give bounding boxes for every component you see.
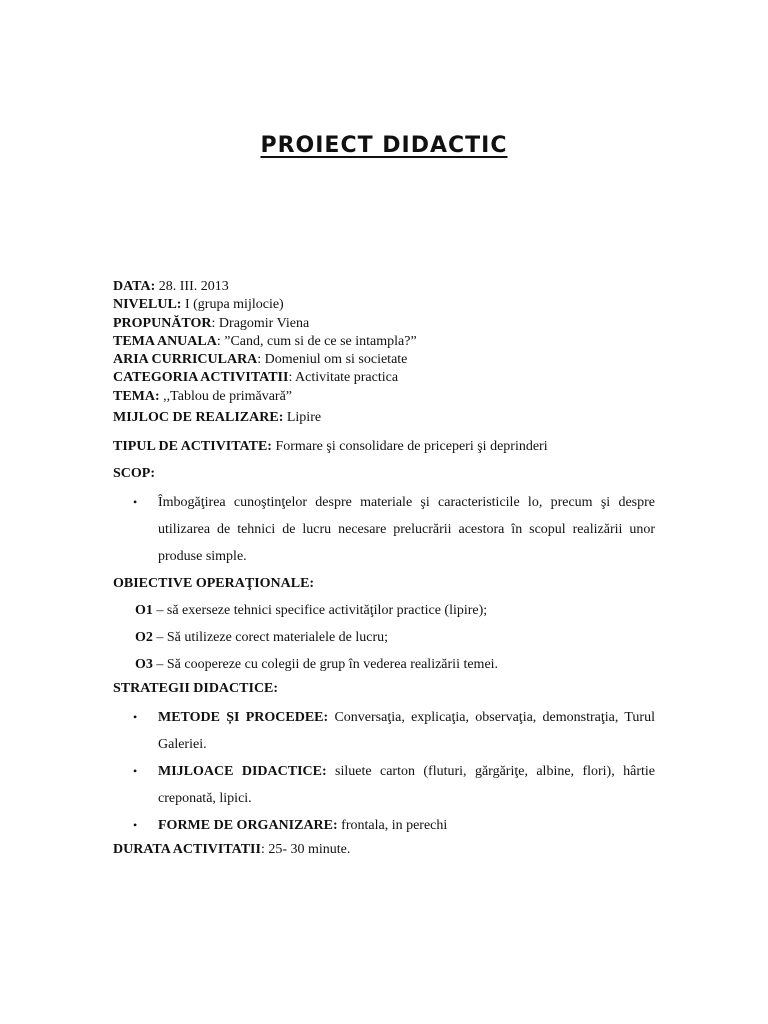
list-item — [113, 758, 655, 812]
strategie-label: METODE ȘI PROCEDEE: — [158, 710, 329, 725]
tipul-label: TIPUL DE ACTIVITATE: — [113, 439, 272, 454]
strategie-text: frontala, in perechi — [337, 818, 448, 833]
info-data-value: 28. III. 2013 — [155, 279, 229, 294]
objective-o3 — [113, 651, 655, 678]
mijloc-section — [113, 409, 655, 427]
objective-o1 — [113, 597, 655, 624]
list-item — [113, 812, 655, 839]
info-tema-anuala — [113, 333, 655, 351]
info-propunator-label: PROPUNĂTOR — [113, 315, 212, 331]
list-item — [113, 704, 655, 758]
objective-code: O2 — [135, 630, 153, 645]
info-tema-anuala-value: : ”Cand, cum si de ce se intampla?” — [216, 333, 417, 349]
bullet-icon: • — [133, 495, 138, 509]
strategie-text: Conversaţia, explicaţia, observaţia, demonstraţia, Turul Galeriei. — [158, 710, 655, 752]
tipul-section — [113, 438, 655, 456]
scop-item-text: Îmbogăţirea cunoştinţelor despre materiale şi caracteristicile lo, precum şi despre utilizarea de tehnici de lucru necesare prelucrării acestora în scopul realizării unor produse simple. — [158, 495, 655, 564]
info-categoria-label: CATEGORIA ACTIVITATII — [113, 370, 289, 386]
objective-text: – Să utilizeze corect materialele de lucru; — [152, 630, 389, 645]
info-aria-value: : Domeniul om si societate — [257, 352, 408, 368]
info-tema-label: TEMA: — [113, 388, 160, 404]
info-propunator-value: : Dragomir Viena — [211, 315, 310, 331]
tipul-value: Formare şi consolidare de priceperi şi deprinderi — [271, 439, 548, 454]
list-item — [113, 489, 655, 570]
mijloc-label: MIJLOC DE REALIZARE: — [113, 410, 284, 425]
obiective-heading: OBIECTIVE OPERAŢIONALE: — [113, 576, 315, 591]
strategie-label: MIJLOACE DIDACTICE: — [158, 764, 327, 779]
mijloc-value: Lipire — [283, 410, 322, 425]
info-block — [113, 278, 655, 406]
info-categoria — [113, 369, 655, 387]
info-propunator — [113, 315, 655, 333]
bullet-icon: • — [133, 710, 138, 724]
scop-list — [113, 489, 655, 570]
durata-label: DURATA ACTIVITATII — [113, 842, 261, 857]
strategie-label: FORME DE ORGANIZARE: — [158, 818, 338, 833]
info-data-label: DATA: — [113, 279, 156, 294]
info-tema — [113, 388, 655, 406]
objective-code: O3 — [135, 657, 153, 672]
info-aria-label: ARIA CURRICULARA — [113, 352, 258, 368]
objective-o2 — [113, 624, 655, 651]
info-nivel — [113, 296, 655, 314]
objective-code: O1 — [135, 603, 153, 618]
durata-value: : 25- 30 minute. — [260, 842, 351, 857]
bullet-icon: • — [133, 818, 138, 832]
objective-text: – Să coopereze cu colegii de grup în vederea realizării temei. — [152, 657, 499, 672]
bullet-icon: • — [133, 764, 138, 778]
info-categoria-value: : Activitate practica — [288, 370, 399, 386]
info-aria — [113, 351, 655, 369]
info-tema-value: ,,Tablou de primăvară” — [159, 388, 293, 404]
sections-block — [113, 409, 655, 859]
document-title: PROIECT DIDACTIC — [260, 133, 508, 158]
scop-heading: SCOP: — [113, 466, 155, 481]
strategii-list — [113, 704, 655, 839]
objective-text: – să exerseze tehnici specifice activităţilor practice (lipire); — [152, 603, 488, 618]
info-nivel-value: I (grupa mijlocie) — [181, 297, 284, 313]
info-nivel-label: NIVELUL: — [113, 297, 182, 313]
durata-section — [113, 841, 655, 859]
info-data — [113, 278, 655, 296]
strategie-text: siluete carton (fluturi, gărgăriţe, albine, flori), hârtie creponată, lipici. — [158, 764, 655, 806]
strategii-heading: STRATEGII DIDACTICE: — [113, 681, 279, 696]
info-tema-anuala-label: TEMA ANUALA — [113, 333, 217, 349]
